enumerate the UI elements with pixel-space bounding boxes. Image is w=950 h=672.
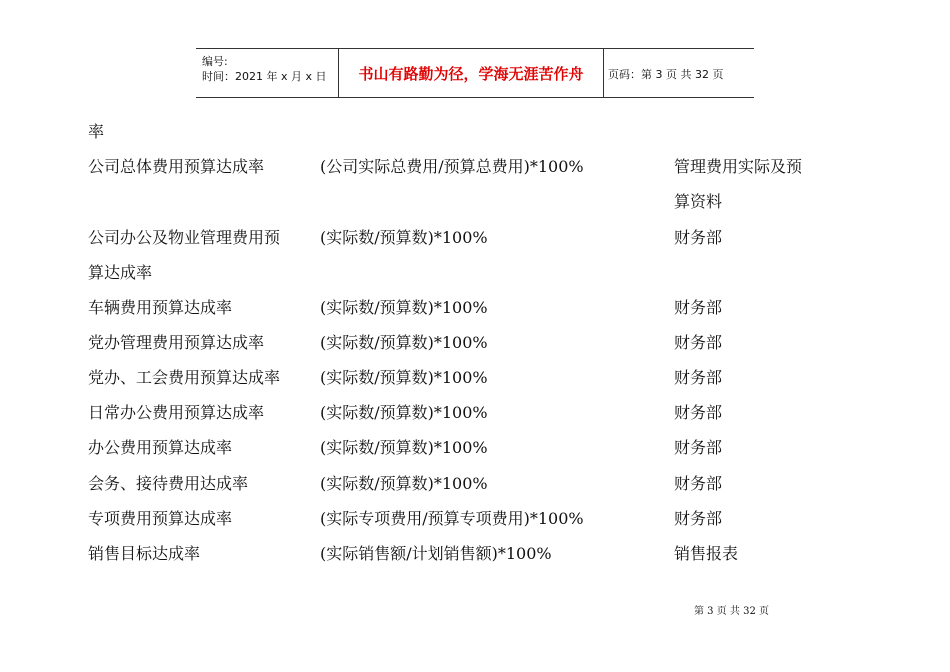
- row-source: 财务部: [674, 228, 723, 247]
- row-source: 财务部: [674, 403, 723, 422]
- row-formula: (实际数/预算数)*100%: [320, 368, 488, 387]
- header-motto-cell: [338, 49, 604, 97]
- row-name: 党办管理费用预算达成率: [88, 333, 265, 352]
- row-formula: (实际专项费用/预算专项费用)*100%: [320, 509, 584, 528]
- row-name-cont: 算达成率: [88, 263, 153, 282]
- row-source: 管理费用实际及预: [674, 157, 803, 176]
- row-source: 财务部: [674, 333, 723, 352]
- row-name: 车辆费用预算达成率: [88, 298, 233, 317]
- row-name: 党办、工会费用预算达成率: [88, 368, 281, 387]
- row-source: 财务部: [674, 509, 723, 528]
- row-formula: (实际数/预算数)*100%: [320, 298, 488, 317]
- row-name: 公司办公及物业管理费用预: [88, 228, 281, 247]
- row-name: 专项费用预算达成率: [88, 509, 233, 528]
- row-formula: (实际数/预算数)*100%: [320, 333, 488, 352]
- time-label: 时间：2021 年 x 月 x 日: [202, 70, 327, 83]
- row-name: 办公费用预算达成率: [88, 438, 233, 457]
- row-formula: (实际数/预算数)*100%: [320, 438, 488, 457]
- row-formula: (实际数/预算数)*100%: [320, 403, 488, 422]
- number-label: 编号:: [202, 55, 228, 68]
- row-source-cont: 算资料: [674, 192, 723, 211]
- row-name: 公司总体费用预算达成率: [88, 157, 265, 176]
- row-formula: (公司实际总费用/预算总费用)*100%: [320, 157, 584, 176]
- row-formula: (实际数/预算数)*100%: [320, 474, 488, 493]
- row-name: 会务、接待费用达成率: [88, 474, 249, 493]
- header-page-cell: [602, 49, 754, 97]
- continuation-text: 率: [88, 122, 105, 141]
- row-source: 财务部: [674, 368, 723, 387]
- page-label: 页码：第 3 页 共 32 页: [608, 68, 724, 81]
- row-source: 财务部: [674, 438, 723, 457]
- row-source: 销售报表: [674, 544, 739, 563]
- row-name: 日常办公费用预算达成率: [88, 403, 265, 422]
- header-meta: [196, 49, 338, 97]
- row-formula: (实际销售额/计划销售额)*100%: [320, 544, 552, 563]
- row-source: 财务部: [674, 474, 723, 493]
- row-name: 销售目标达成率: [88, 544, 201, 563]
- page-footer: 第 3 页 共 32 页: [694, 606, 769, 617]
- motto: 书山有路勤为径，学海无涯苦作舟: [358, 65, 584, 83]
- page-header: [196, 48, 754, 98]
- row-formula: (实际数/预算数)*100%: [320, 228, 488, 247]
- row-source: 财务部: [674, 298, 723, 317]
